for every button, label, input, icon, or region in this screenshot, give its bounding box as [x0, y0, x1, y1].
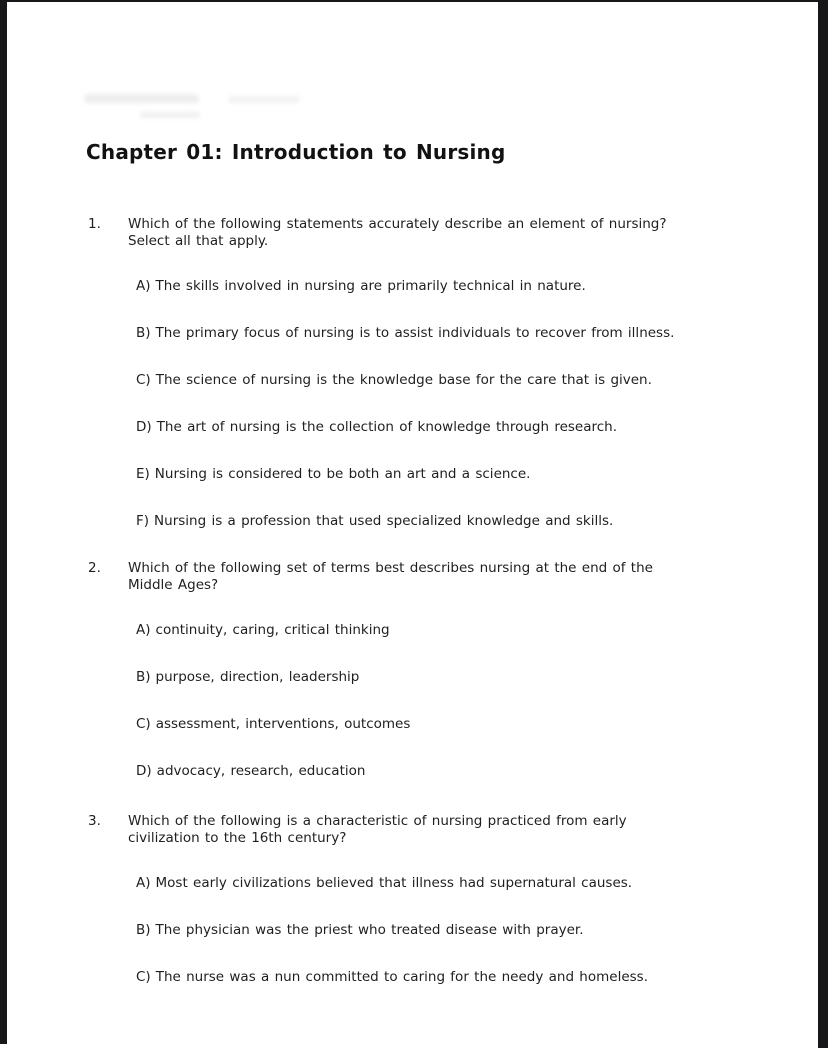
- answer-option-c: [136, 372, 674, 389]
- answer-option-a: [136, 278, 674, 295]
- option-text: purpose, direction, leadership: [155, 669, 360, 685]
- answer-option-a: [136, 622, 653, 639]
- option-label: E): [136, 466, 150, 482]
- question-text: [128, 216, 667, 250]
- question-text-line: Select all that apply.: [128, 233, 269, 249]
- option-text: The nurse was a nun committed to caring for the needy and homeless.: [155, 969, 648, 985]
- option-label: A): [136, 622, 151, 638]
- options-list: [136, 622, 653, 780]
- option-label: A): [136, 875, 151, 891]
- answer-option-a: [136, 875, 648, 892]
- question-number: 1.: [88, 216, 101, 232]
- option-text: continuity, caring, critical thinking: [155, 622, 390, 638]
- screen-edge-right: [818, 0, 828, 1048]
- option-text: The skills involved in nursing are primarily technical in nature.: [155, 278, 586, 294]
- faded-scan-artifact: [84, 94, 199, 103]
- question-number: 3.: [88, 813, 101, 829]
- answer-option-b: [136, 325, 674, 342]
- option-text: Nursing is considered to be both an art and a science.: [154, 466, 531, 482]
- option-text: Nursing is a profession that used specialized knowledge and skills.: [154, 513, 614, 529]
- answer-option-c: [136, 969, 648, 986]
- answer-option-f: [136, 513, 674, 530]
- option-text: advocacy, research, education: [156, 763, 366, 779]
- option-label: D): [136, 419, 152, 435]
- options-list: [136, 875, 648, 986]
- answer-option-e: [136, 466, 674, 483]
- option-label: C): [136, 716, 151, 732]
- option-text: The primary focus of nursing is to assist individuals to recover from illness.: [155, 325, 675, 341]
- option-text: Most early civilizations believed that illness had supernatural causes.: [155, 875, 633, 891]
- faded-scan-artifact: [228, 96, 300, 103]
- answer-option-d: [136, 763, 653, 780]
- answer-option-d: [136, 419, 674, 436]
- options-list: [136, 278, 674, 530]
- question-1: [88, 216, 674, 530]
- question-text-line: civilization to the 16th century?: [128, 830, 347, 846]
- option-label: C): [136, 372, 151, 388]
- option-text: The physician was the priest who treated disease with prayer.: [155, 922, 584, 938]
- option-text: The science of nursing is the knowledge base for the care that is given.: [155, 372, 652, 388]
- question-text-line: Which of the following statements accurately describe an element of nursing?: [128, 216, 667, 232]
- question-text-line: Which of the following is a characteristic of nursing practiced from early: [128, 813, 627, 829]
- option-label: D): [136, 763, 152, 779]
- faded-scan-artifact: [140, 112, 200, 118]
- question-text-line: Middle Ages?: [128, 577, 219, 593]
- answer-option-b: [136, 922, 648, 939]
- option-label: F): [136, 513, 150, 529]
- option-label: B): [136, 325, 151, 341]
- question-text-line: Which of the following set of terms best describes nursing at the end of the: [128, 560, 653, 576]
- option-label: A): [136, 278, 151, 294]
- answer-option-c: [136, 716, 653, 733]
- chapter-title: Chapter 01: Introduction to Nursing: [86, 140, 506, 165]
- option-text: assessment, interventions, outcomes: [155, 716, 411, 732]
- screen-edge-top: [0, 0, 828, 2]
- answer-option-b: [136, 669, 653, 686]
- question-number: 2.: [88, 560, 101, 576]
- question-text: [128, 813, 627, 847]
- option-label: B): [136, 922, 151, 938]
- question-2: [88, 560, 653, 780]
- screen-edge-left: [0, 0, 7, 1044]
- option-text: The art of nursing is the collection of knowledge through research.: [156, 419, 618, 435]
- option-label: B): [136, 669, 151, 685]
- question-3: [88, 813, 648, 986]
- option-label: C): [136, 969, 151, 985]
- question-text: [128, 560, 653, 594]
